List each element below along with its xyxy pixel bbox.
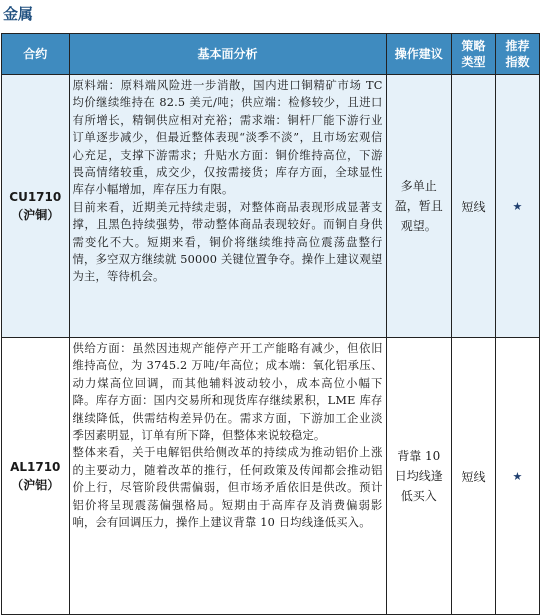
header-recommend-line2: 指数 [505, 55, 530, 69]
table-row [2, 338, 540, 615]
analysis-paragraph: 目前来看，近期美元持续走弱，对整体商品表现形成显著支撑，且黑色持续强势，带动整体商品表现较好。而铜自身供需变化不大。短期来看，铜价将继续维持高位震荡盘整行情，多空双方继续就 50000 关键位置争夺。操作上建议观望为主，等待机会。 [72, 200, 383, 284]
strategy-type-cell: 短线 [452, 75, 496, 338]
analysis-paragraph: 原料端：原料端风险进一步消散，国内进口铜精矿市场 TC 均价继续维持在 82.5 美元/吨；供应端：检修较少，且进口有所增长，精铜供应相对充裕；需求端：铜杆厂能下游行业订单逐步减少，但最近整体表现“淡季不淡”，且市场宏观信心充足，支撑下游需求；升贴水方面：铜价维持高位，下游畏高情绪较重，成交少，仅按需接货；库存方面，全球显性库存小幅增加，库存压力有限。 [72, 79, 383, 197]
recommend-star-icon: ★ [495, 75, 539, 338]
header-strategy-type-line1: 策略 [461, 39, 486, 53]
header-strategy-type-line2: 类型 [461, 55, 486, 69]
strategy-type-cell: 短线 [452, 338, 496, 615]
table-header-row [2, 34, 540, 75]
contract-name: （沪铜） [11, 208, 60, 222]
contract-cell [2, 75, 70, 338]
advice-cell: 多单止盈，暂且观望。 [386, 75, 451, 338]
recommend-star-icon: ★ [495, 338, 539, 615]
analysis-paragraph: 整体来看，关于电解铝供给侧改革的持续成为推动铝价上涨的主要动力，随着改革的推行，任何政策及传闻都会推动铝价上行，尽管阶段供需偏弱，但市场矛盾依旧是供改。预计铝价将呈现震荡偏强格局。短期由于高库存及消费偏弱影响，会有回调压力，操作上建议背靠 10 日均线逢低买入。 [72, 446, 383, 530]
analysis-paragraph: 供给方面：虽然因违规产能停产开工产能略有减少，但依旧维持高位，为 3745.2 万吨/年高位；成本端：氧化铝承压、动力煤高位回调，而其他辅料波动较小，成本高位小幅下降。库存方面：国内交易所和现货库存继续累积，LME 库存继续降低，供需结构差异仍在。需求方面，下游加工企业淡季因素明显，订单有所下降，但整体来说较稳定。 [72, 342, 383, 443]
contract-cell [2, 338, 70, 615]
header-recommend-line1: 推荐 [505, 39, 530, 53]
section-title: 金属 [3, 5, 34, 23]
advice-cell: 背靠 10 日均线逢低买入 [386, 338, 451, 615]
analysis-cell [69, 338, 386, 615]
header-advice: 操作建议 [386, 34, 451, 75]
strategy-table [1, 33, 540, 615]
contract-code: AL1710 [10, 460, 61, 474]
header-recommend [495, 34, 539, 75]
contract-code: CU1710 [9, 190, 62, 204]
analysis-cell [69, 75, 386, 338]
header-strategy-type [452, 34, 496, 75]
header-contract: 合约 [2, 34, 70, 75]
header-analysis: 基本面分析 [69, 34, 386, 75]
table-row [2, 75, 540, 338]
contract-name: （沪铝） [11, 478, 60, 492]
